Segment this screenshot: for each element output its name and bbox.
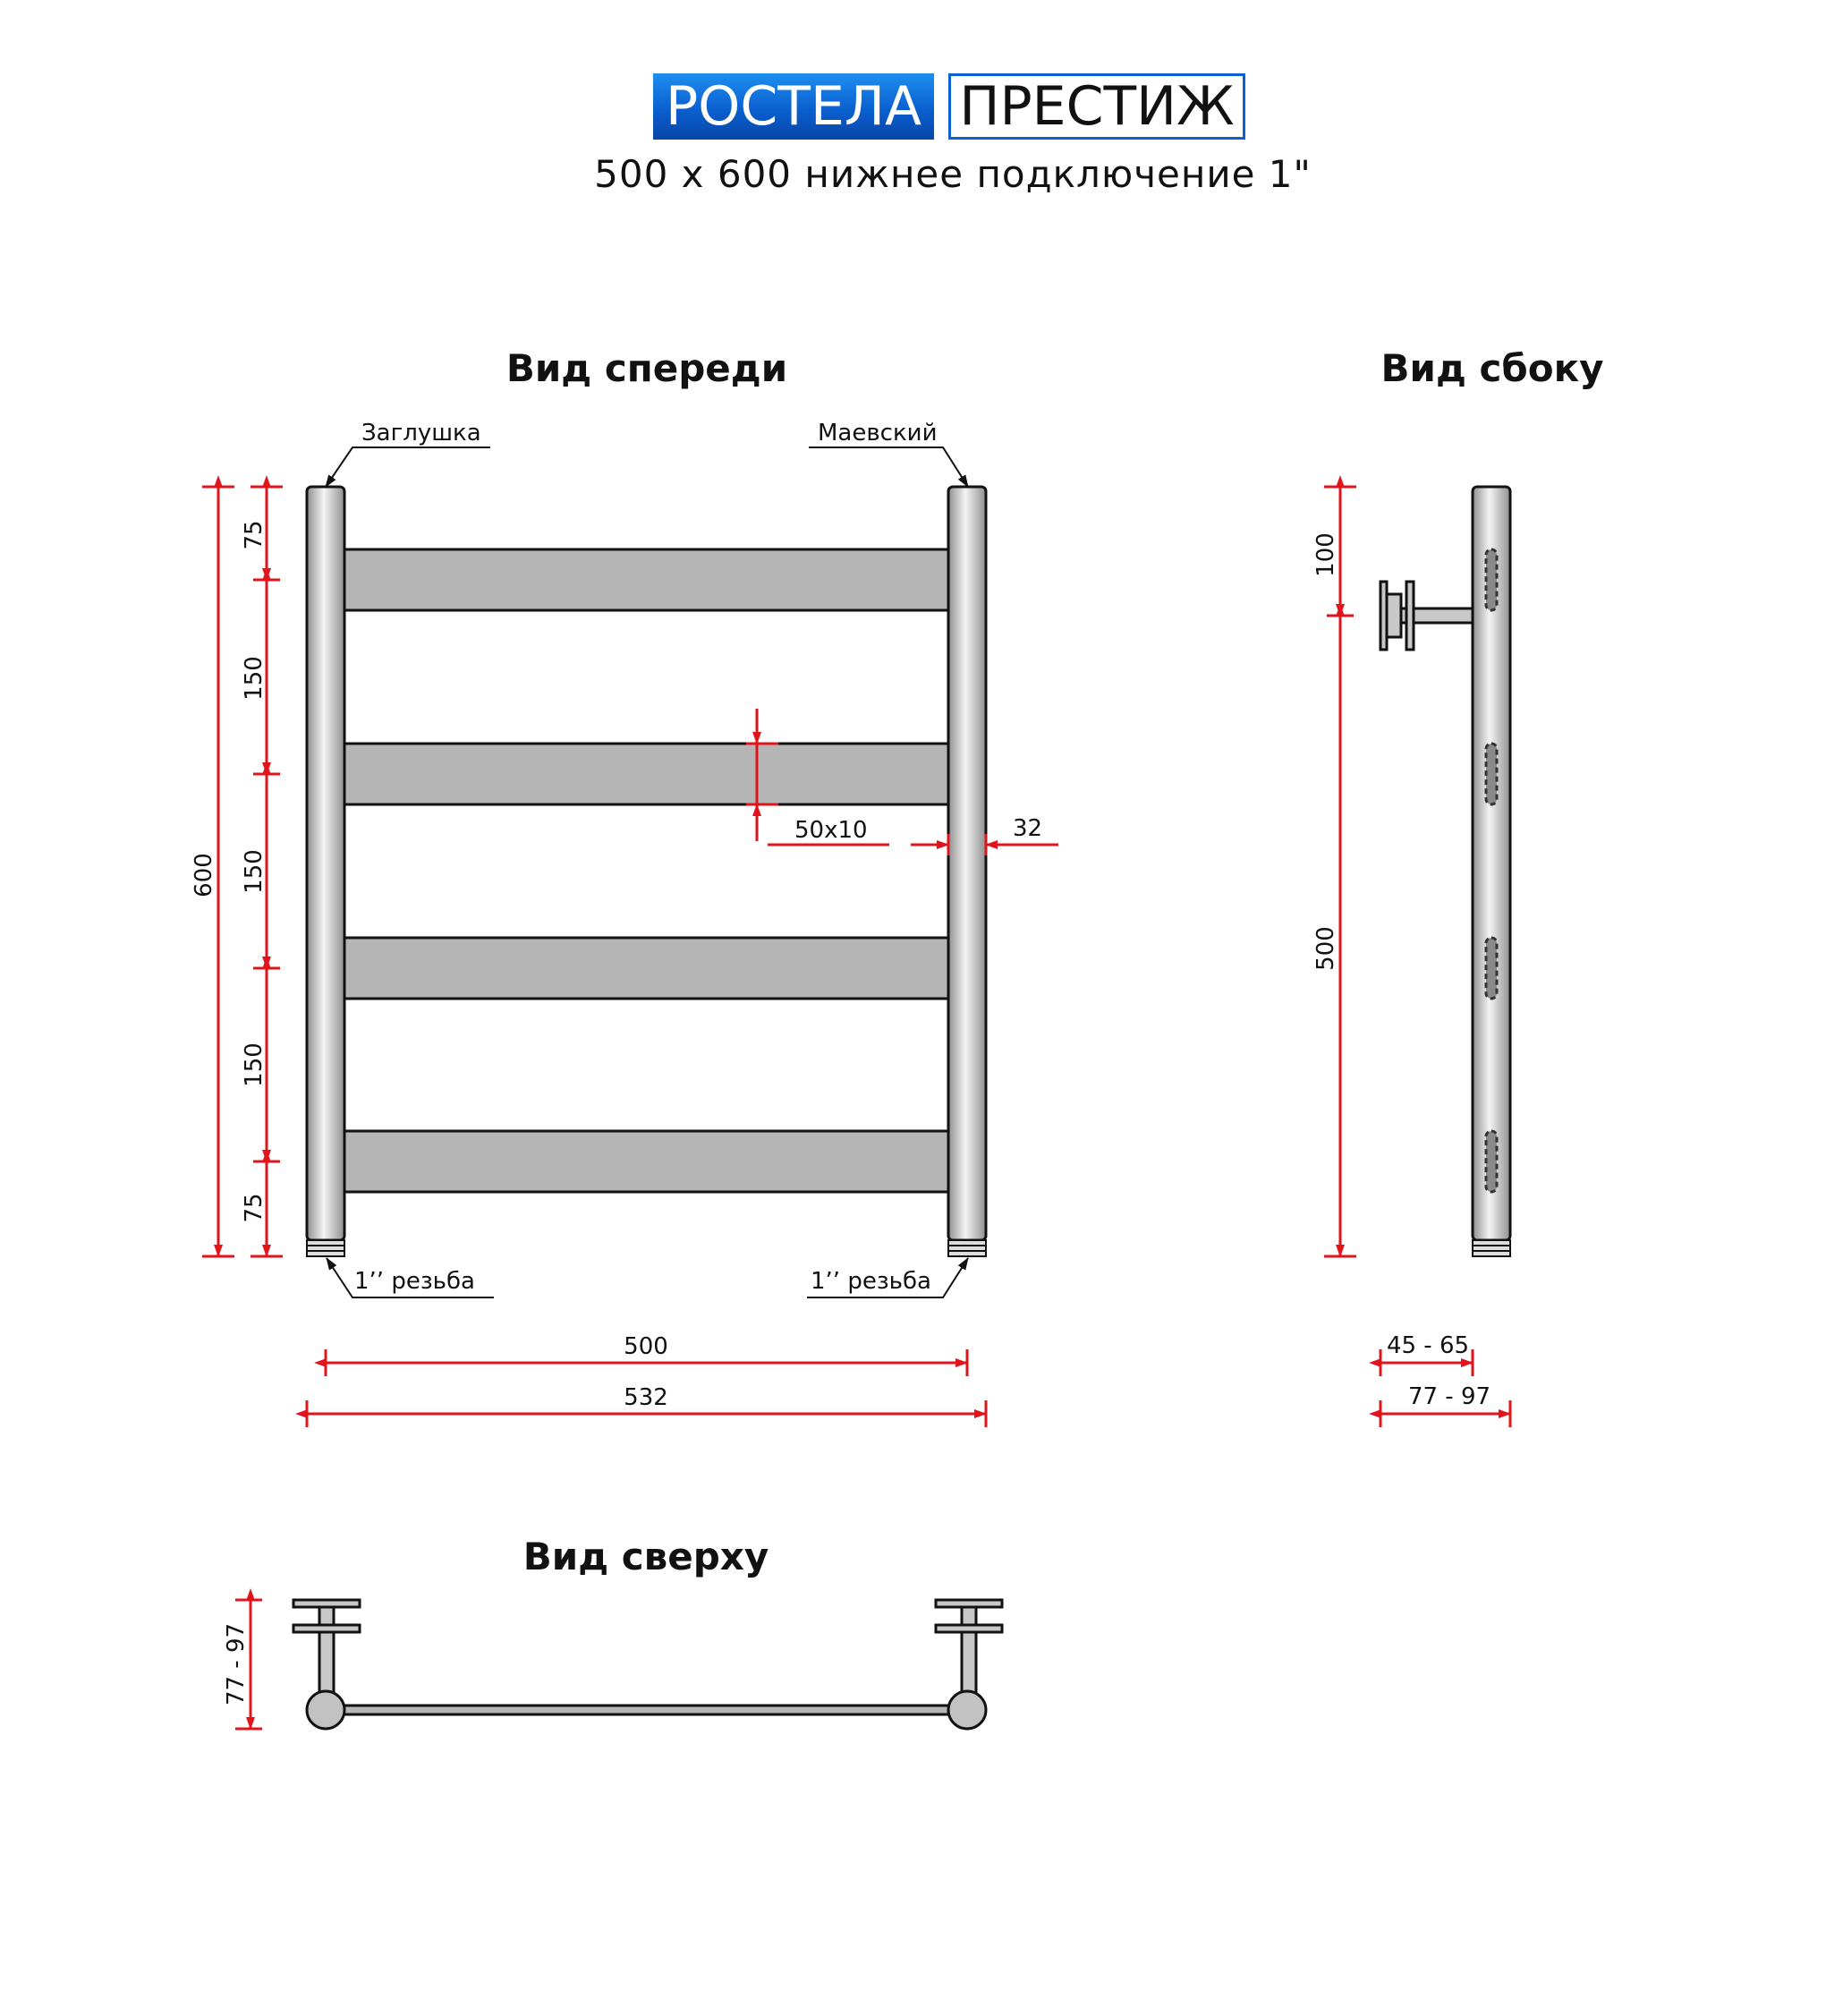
dim-side-mount-span: 500: [1312, 926, 1339, 971]
dim-150-c: 150: [241, 1042, 268, 1087]
top-bar: [326, 1706, 967, 1714]
left-thread: [307, 1240, 344, 1256]
top-left-pipe: [307, 1691, 344, 1729]
plug-label: Заглушка: [361, 420, 481, 447]
bar-4: [344, 1131, 948, 1192]
right-pipe: [948, 487, 986, 1240]
right-thread: [948, 1240, 986, 1256]
bar-1: [344, 549, 948, 610]
dim-side-depth-b: 77 - 97: [1407, 1383, 1491, 1410]
top-view-title: Вид сверху: [522, 1535, 769, 1578]
dim-side-top-offset: 100: [1312, 532, 1339, 577]
mayevsky-label: Маевский: [818, 420, 938, 447]
side-bar-end-3: [1486, 938, 1497, 999]
plug-callout: [326, 420, 490, 487]
thread-left-callout: [327, 1258, 494, 1297]
dim-top-depth: 77 - 97: [223, 1622, 250, 1706]
dim-top-75: 75: [241, 520, 268, 550]
side-view: [1380, 487, 1510, 1256]
dim-bar-section: 50x10: [794, 817, 868, 844]
bar-3: [344, 938, 948, 999]
side-bar-end-1: [1486, 549, 1497, 610]
dim-pipe-diameter: 32: [1013, 815, 1043, 842]
dim-150-b: 150: [241, 849, 268, 894]
dim-width-total: 532: [624, 1384, 668, 1411]
dim-width-axis: 500: [624, 1333, 668, 1360]
thread-right-label: 1’’ резьба: [811, 1268, 931, 1295]
top-right-pipe: [948, 1691, 986, 1729]
thread-left-label: 1’’ резьба: [354, 1268, 475, 1295]
left-pipe: [307, 487, 344, 1240]
dim-total-height: 600: [191, 853, 217, 897]
thread-right-callout: [807, 1258, 968, 1297]
dim-bottom-75: 75: [241, 1193, 268, 1223]
dim-150-a: 150: [241, 656, 268, 701]
bar-2: [344, 744, 948, 804]
brand-name-secondary: ПРЕСТИЖ: [948, 73, 1245, 140]
mayevsky-callout: [809, 420, 968, 487]
side-wall-bracket: [1380, 582, 1473, 650]
front-view: [307, 487, 986, 1256]
brand-name-primary: РОСТЕЛА: [653, 73, 934, 140]
side-bar-end-2: [1486, 744, 1497, 804]
front-view-title: Вид спереди: [505, 346, 788, 390]
model-subtitle: 500 x 600 нижнее подключение 1": [594, 152, 1312, 196]
side-view-title: Вид сбоку: [1380, 346, 1604, 390]
top-view: [293, 1600, 1002, 1729]
side-bar-end-4: [1486, 1131, 1497, 1192]
dim-side-depth-a: 45 - 65: [1386, 1332, 1470, 1359]
